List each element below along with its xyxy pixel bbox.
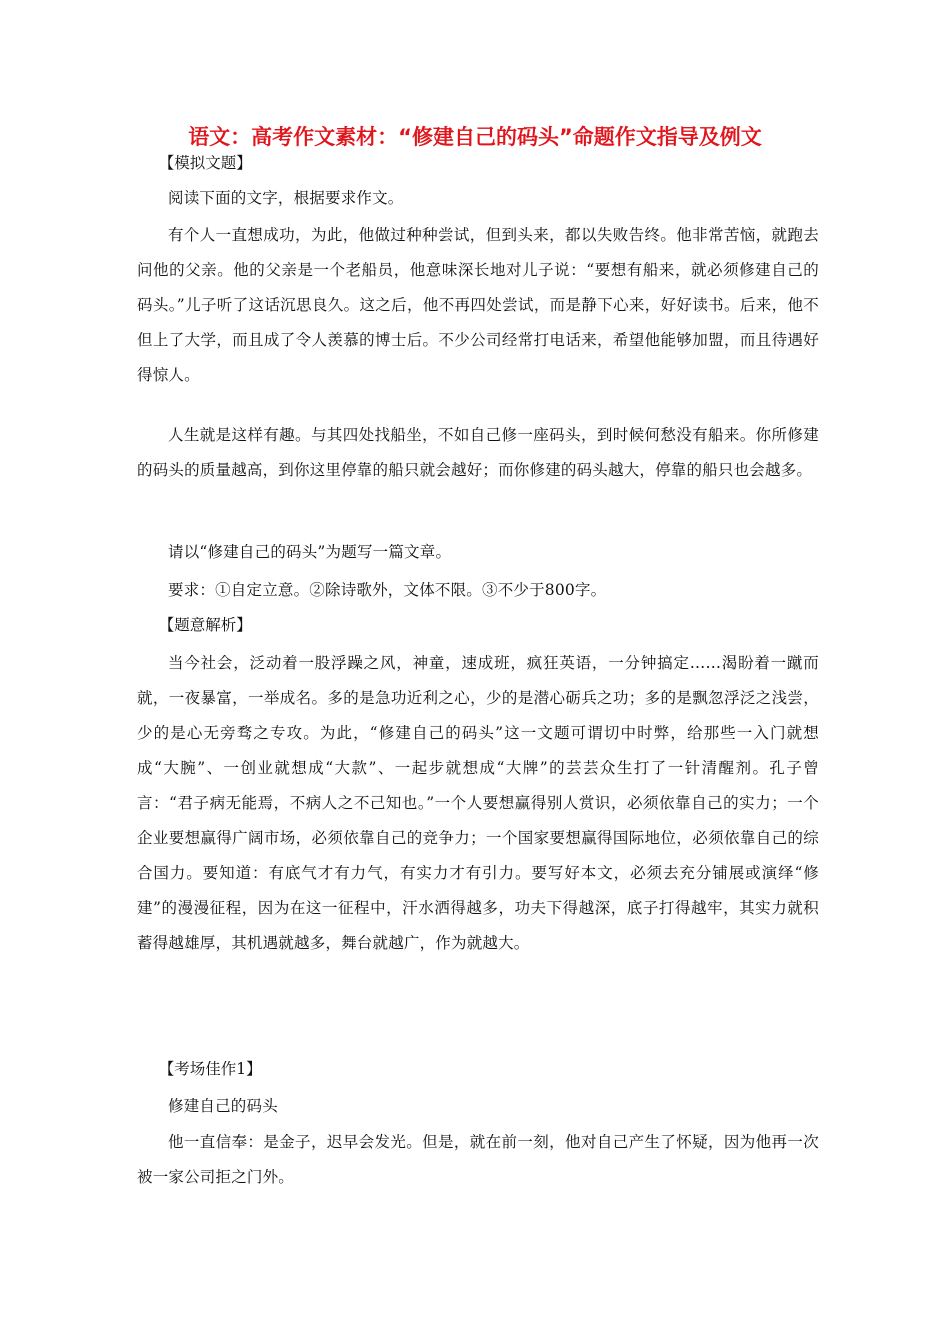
analysis-text: 当今社会，泛动着一股浮躁之风，神童，速成班，疯狂英语，一分钟搞定……渴盼着一蹴而就，一夜暴富，一举成名。多的是急功近利之心，少的是潜心砺兵之功；多的是飘忽浮泛之浅尝，少的是心无旁骛之专攻。为此，“修建自己的码头”这一文题可谓切中时弊，给那些一入门就想成“大腕”、一创业就想成“大款”、一起步就想成“大牌”的芸芸众生打了一针清醒剂。孔子曾言：“君子病无能焉，不病人之不己知也。”一个人要想赢得别人赏识，必须依靠自己的实力；一个企业要想赢得广阔市场，必须依靠自己的竞争力；一个国家要想赢得国际地位，必须依靠自己的综合国力。要知道：有底气才有力气，有实力才有引力。要写好本文，必须去充分铺展或演绎“修建”的漫漫征程，因为在这一征程中，汗水洒得越多，功夫下得越深，底子打得越牢，其实力就积蓄得越雄厚，其机遇就越多，舞台就越广，作为就越大。 <box>137 654 819 952</box>
prompt-task: 请以“修建自己的码头”为题写一篇文章。 <box>168 543 452 561</box>
example-text: 他一直信奉：是金子，迟早会发光。但是，就在前一刻，他对自己产生了怀疑，因为他再一次被一家公司拒之门外。 <box>137 1133 819 1186</box>
prompt-heading: 【模拟文题】 <box>158 154 252 172</box>
prompt-intro: 阅读下面的文字，根据要求作文。 <box>168 189 404 207</box>
document-title: 语文：高考作文素材：“修建自己的码头”命题作文指导及例文 <box>188 125 762 149</box>
prompt-reflection: 人生就是这样有趣。与其四处找船坐，不如自己修一座码头，到时候何愁没有船来。你所修建的码头的质量越高，到你这里停靠的船只就会越好；而你修建的码头越大，停靠的船只也会越多。 <box>137 426 819 479</box>
analysis-heading: 【题意解析】 <box>158 616 252 634</box>
example-heading: 【考场佳作1】 <box>158 1060 262 1078</box>
prompt-requirements: 要求：①自定立意。②除诗歌外，文体不限。③不少于800字。 <box>168 581 607 599</box>
example-title: 修建自己的码头 <box>168 1097 278 1115</box>
prompt-story: 有个人一直想成功，为此，他做过种种尝试，但到头来，都以失败告终。他非常苦恼，就跑去问他的父亲。他的父亲是一个老船员，他意味深长地对儿子说：“要想有船来，就必须修建自己的码头。”儿子听了这话沉思良久。这之后，他不再四处尝试，而是静下心来，好好读书。后来，他不但上了大学，而且成了令人羡慕的博士后。不少公司经常打电话来，希望他能够加盟，而且待遇好得惊人。 <box>137 226 819 384</box>
